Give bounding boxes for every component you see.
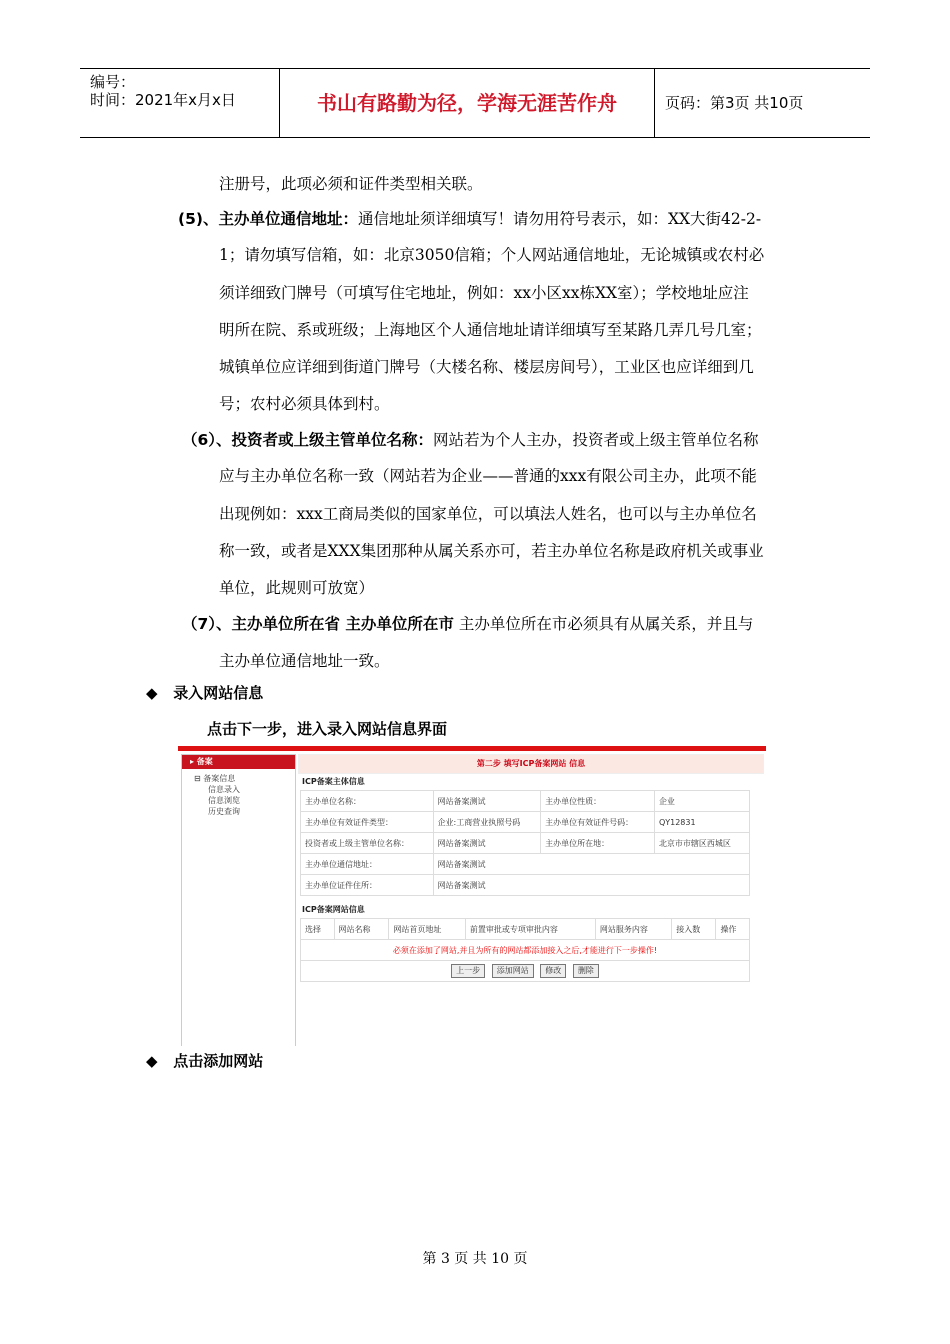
doc-number-label: 编号： [90, 73, 136, 91]
edit-button[interactable]: 修改 [540, 964, 566, 978]
column-header: 前置审批或专项审批内容 [465, 919, 595, 940]
item-5-line: 明所在院、系或班级；上海地区个人通信地址请详细填写至某路几弄几号几室； [219, 321, 762, 339]
column-header: 网站首页地址 [389, 919, 465, 940]
tree-item-browse[interactable]: 信息浏览 [208, 796, 240, 805]
item-6-line: 网站若为个人主办，投资者或上级主管单位名称 [433, 431, 759, 449]
add-website-button[interactable]: 添加网站 [492, 964, 534, 978]
tree-item-entry[interactable]: 信息录入 [208, 785, 240, 794]
cell-label: 主办单位性质： [541, 791, 655, 812]
button-row [301, 961, 750, 982]
screenshot-main [298, 754, 764, 1046]
cell-label: 主办单位名称： [301, 791, 434, 812]
item-5-line: 城镇单位应详细到街道门牌号（大楼名称、楼层房间号），工业区也应详细到几 [219, 358, 754, 376]
column-header: 操作 [716, 919, 750, 940]
page-footer: 第 3 页 共 10 页 [422, 1251, 528, 1267]
delete-button[interactable]: 删除 [573, 964, 599, 978]
item-5-title: (5)、主办单位通信地址： [178, 210, 358, 228]
item-5-line: 号；农村必须具体到村。 [219, 395, 390, 413]
website-table [300, 918, 750, 982]
diamond-bullet-icon: ◆ [146, 684, 158, 702]
table-row [301, 854, 750, 875]
warning-message: 必须在添加了网站,并且为所有的网站都添加接入之后,才能进行下一步操作! [301, 940, 750, 961]
item-6-line: 应与主办单位名称一致（网站若为企业——普通的xxx有限公司主办，此项不能 [219, 467, 757, 485]
cell-value: 网站备案测试 [433, 833, 541, 854]
prev-step-button[interactable]: 上一步 [451, 964, 485, 978]
screenshot-top-bar [178, 746, 766, 751]
cell-value: 企业:工商营业执照号码 [433, 812, 541, 833]
cell-label: 主办单位有效证件类型： [301, 812, 434, 833]
section-title-subject: ICP备案主体信息 [302, 777, 365, 786]
sidebar-header[interactable]: ▸ 备案 [182, 755, 295, 769]
bullet-item [146, 682, 263, 703]
doc-time-label: 时间：2021年x月x日 [90, 91, 236, 109]
subject-info-table [300, 790, 750, 896]
cell-value: 网站备案测试 [433, 875, 749, 896]
cell-label: 主办单位通信地址： [301, 854, 434, 875]
cell-label: 主办单位所在地： [541, 833, 655, 854]
item-7-line: 主办单位所在市必须具有从属关系，并且与 [453, 615, 754, 633]
item-7-title: （7）、主办单位所在省 主办单位所在市 [182, 615, 454, 633]
column-header: 网站服务内容 [595, 919, 671, 940]
screenshot-sidebar [181, 754, 296, 1046]
item-6-title: （6）、投资者或上级主管单位名称： [182, 431, 434, 449]
header-meta [80, 69, 280, 137]
column-header: 接入数 [672, 919, 716, 940]
column-header: 网站名称 [334, 919, 389, 940]
header-motto: 书山有路勤为径，学海无涯苦作舟 [280, 69, 655, 137]
button-cell [301, 961, 750, 982]
item-7 [182, 612, 753, 634]
table-row [301, 812, 750, 833]
item-5-line: 1；请勿填写信箱，如：北京3050信箱；个人网站通信地址，无论城镇或农村必 [219, 246, 765, 264]
cell-label: 主办单位有效证件号码： [541, 812, 655, 833]
item-5-line: 须详细致门牌号（可填写住宅地址，例如：xx小区xx栋XX室）；学校地址应注 [219, 284, 749, 302]
item-6-line: 称一致，或者是XXX集团那种从属关系亦可，若主办单位名称是政府机关或事业 [219, 542, 764, 560]
diamond-bullet-icon: ◆ [146, 1052, 158, 1070]
section-title-website: ICP备案网站信息 [302, 905, 365, 914]
table-row [301, 940, 750, 961]
item-5 [178, 207, 761, 229]
bullet-text: 点击添加网站 [173, 1052, 264, 1070]
table-row [301, 875, 750, 896]
table-header-row [301, 919, 750, 940]
sidebar-tree [182, 769, 295, 817]
bullet-text: 录入网站信息 [173, 684, 264, 702]
table-row [301, 791, 750, 812]
item-6-line: 出现例如：xxx工商局类似的国家单位，可以填法人姓名，也可以与主办单位名 [219, 505, 757, 523]
cell-value: 网站备案测试 [433, 791, 541, 812]
cell-label: 主办单位证件住所： [301, 875, 434, 896]
table-row [301, 833, 750, 854]
cell-label: 投资者或上级主管单位名称： [301, 833, 434, 854]
item-6 [182, 428, 759, 450]
cell-value: QY12831 [654, 812, 749, 833]
embedded-screenshot [178, 746, 766, 1046]
step-title: 第二步 填写ICP备案网站 信息 [298, 754, 764, 774]
page-header [80, 68, 870, 138]
cell-value: 北京市市辖区西城区 [654, 833, 749, 854]
column-header: 选择 [301, 919, 335, 940]
cell-value: 网站备案测试 [433, 854, 749, 875]
cell-value: 企业 [654, 791, 749, 812]
header-page-label: 页码：第3页 共10页 [665, 94, 804, 112]
paragraph-line: 注册号，此项必须和证件类型相关联。 [219, 175, 483, 193]
bullet-item [146, 1050, 263, 1071]
item-5-line: 通信地址须详细填写！请勿用符号表示，如：XX大街42-2- [357, 210, 762, 228]
tree-item-history[interactable]: 历史查询 [208, 807, 240, 816]
sub-heading: 点击下一步，进入录入网站信息界面 [207, 720, 448, 738]
tree-root[interactable]: ⊟ 备案信息 [194, 774, 236, 783]
item-6-line: 单位，此规则可放宽） [219, 579, 375, 597]
item-7-line: 主办单位通信地址一致。 [219, 652, 390, 670]
